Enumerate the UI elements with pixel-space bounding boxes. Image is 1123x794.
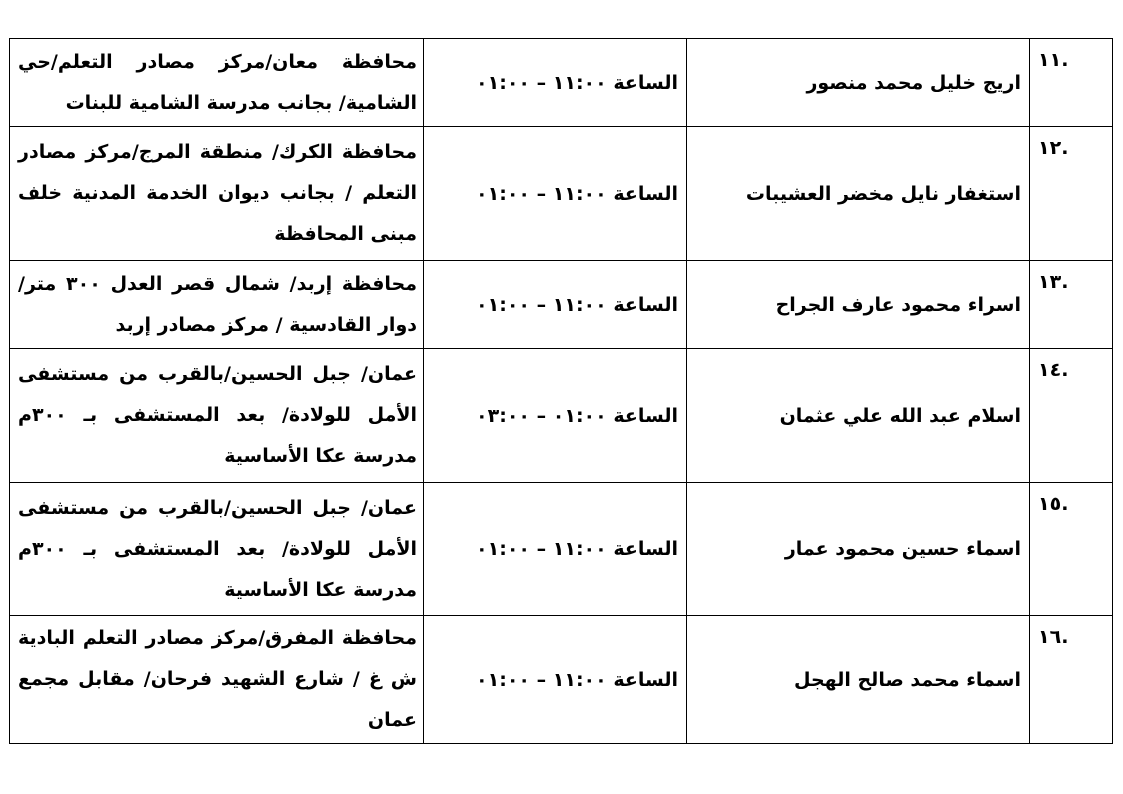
location-address: عمان/ جبل الحسين/بالقرب من مستشفى الأمل للولادة/ بعد المستشفى بـ ٣٠٠م مدرسة عكا الأساسية (10, 349, 424, 483)
appointment-time: الساعة ١١:٠٠ – ٠١:٠٠ (424, 261, 687, 349)
applicant-name: اسلام عبد الله علي عثمان (687, 349, 1030, 483)
applicant-name: اريج خليل محمد منصور (687, 39, 1030, 127)
applicant-name: اسراء محمود عارف الجراح (687, 261, 1030, 349)
row-number: .١١ (1030, 39, 1113, 127)
table-row (10, 483, 1113, 616)
table-row (10, 127, 1113, 261)
applicant-name: اسماء حسين محمود عمار (687, 483, 1030, 616)
location-address: محافظة المفرق/مركز مصادر التعلم البادية ش غ / شارع الشهيد فرحان/ مقابل مجمع عمان (10, 616, 424, 744)
row-number: .١٢ (1030, 127, 1113, 261)
applicant-name: استغفار نايل مخضر العشيبات (687, 127, 1030, 261)
table-row (10, 39, 1113, 127)
location-address: محافظة إربد/ شمال قصر العدل ٣٠٠ متر/ دوار القادسية / مركز مصادر إربد (10, 261, 424, 349)
row-number: .١٥ (1030, 483, 1113, 616)
table-row (10, 616, 1113, 744)
row-number: .١٣ (1030, 261, 1113, 349)
row-number: .١٤ (1030, 349, 1113, 483)
appointment-time: الساعة ١١:٠٠ – ٠١:٠٠ (424, 39, 687, 127)
appointment-time: الساعة ١١:٠٠ – ٠١:٠٠ (424, 616, 687, 744)
location-address: محافظة الكرك/ منطقة المرج/مركز مصادر التعلم / بجانب ديوان الخدمة المدنية خلف مبنى المحافظة (10, 127, 424, 261)
appointment-time: الساعة ١١:٠٠ – ٠١:٠٠ (424, 483, 687, 616)
location-address: عمان/ جبل الحسين/بالقرب من مستشفى الأمل للولادة/ بعد المستشفى بـ ٣٠٠م مدرسة عكا الأساسية (10, 483, 424, 616)
schedule-table (9, 38, 1113, 744)
location-address: محافظة معان/مركز مصادر التعلم/حي الشامية/ بجانب مدرسة الشامية للبنات (10, 39, 424, 127)
applicant-name: اسماء محمد صالح الهجل (687, 616, 1030, 744)
row-number: .١٦ (1030, 616, 1113, 744)
appointment-time: الساعة ١١:٠٠ – ٠١:٠٠ (424, 127, 687, 261)
appointment-time: الساعة ٠١:٠٠ – ٠٣:٠٠ (424, 349, 687, 483)
table-row (10, 349, 1113, 483)
table-row (10, 261, 1113, 349)
